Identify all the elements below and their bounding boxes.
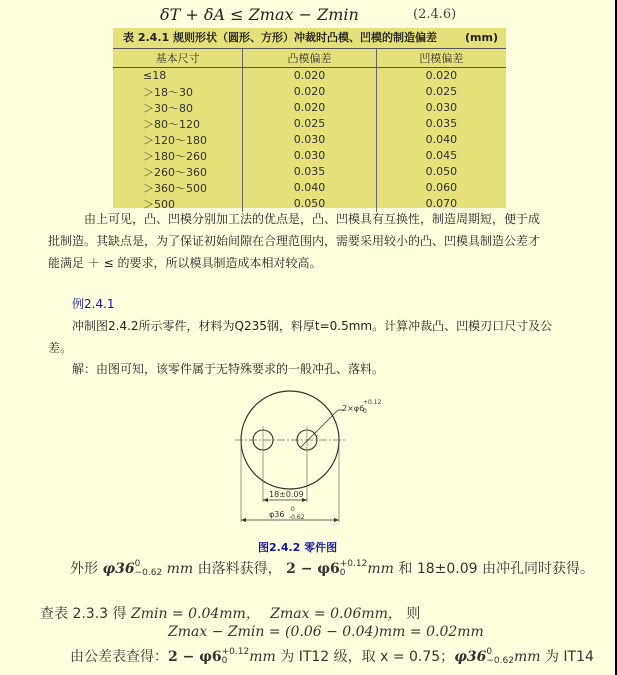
- deviation-table-panel: [113, 28, 506, 211]
- paragraph-line: 能满足 ＋ ≤ 的要求，所以模具制造成本相对较高。: [48, 256, 322, 270]
- paragraph-line: 批制造。其缺点是，为了保证初始间隙在合理范围内，需要采用较小的凸、凹模具制造公差才: [48, 234, 541, 248]
- text-span: 查表 2.3.3 得: [40, 606, 127, 622]
- unit-mm: mm: [513, 649, 541, 665]
- table-row: [113, 100, 506, 116]
- cell-size: ＞500: [143, 197, 175, 211]
- text-span: 和 18±0.09 由冲孔同时获得。: [393, 561, 594, 577]
- figure-caption: 图2.4.2 零件图: [258, 541, 338, 554]
- tolerance-upper: 0: [134, 559, 141, 569]
- paragraph-line: 差。: [48, 341, 73, 355]
- text-span: 为 IT14: [540, 649, 594, 665]
- cell-die: 0.060: [376, 180, 506, 196]
- spacing-dimension-label: 18±0.09: [269, 490, 304, 499]
- cell-punch: 0.035: [243, 164, 377, 180]
- hole-dimension-label: 2×φ6: [342, 404, 365, 413]
- text-span: 外形: [70, 561, 98, 577]
- outer-tolerance-lower: -0.62: [289, 514, 305, 521]
- cell-punch: 0.030: [243, 132, 377, 148]
- cell-size: ＞180～260: [143, 149, 207, 163]
- cell-size: ＞18～30: [143, 85, 193, 99]
- example-problem: [48, 315, 588, 359]
- formula-2-4-6: [160, 5, 480, 27]
- cell-size: ＞80～120: [143, 117, 200, 131]
- cell-die: 0.035: [376, 116, 506, 132]
- equation-line-4: [70, 646, 594, 666]
- zmin-value: Zmin = 0.04mm，: [130, 606, 260, 622]
- unit-mm: mm: [249, 649, 276, 665]
- header-punch-deviation: 凸模偏差: [243, 49, 377, 68]
- outer-tolerance-upper: 0: [291, 506, 295, 513]
- cell-die: 0.045: [376, 148, 506, 164]
- tolerance-upper: +0.12: [221, 647, 250, 657]
- cell-die: 0.070: [376, 196, 506, 212]
- cell-punch: 0.020: [243, 84, 377, 100]
- paragraph-line: 由上可见，凸、凹模分别加工法的优点是，凸、凹模具有互换性，制造周期短，便于成: [84, 212, 541, 226]
- text-span: 为 IT12 级，取 x = 0.75；: [275, 649, 455, 665]
- tolerance-lower: 0: [339, 568, 346, 578]
- example-solution: 解：由图可知，该零件属于无特殊要求的一般冲孔、落料。: [72, 362, 385, 376]
- dimension-2-phi6: 2 − φ6: [168, 649, 222, 665]
- equation-line-3: Zmax − Zmin = (0.06 − 0.04)mm = 0.02mm: [168, 624, 484, 640]
- cell-punch: 0.020: [243, 68, 377, 84]
- table-row: [113, 180, 506, 196]
- paragraph-line: 冲制图2.4.2所示零件，材料为Q235钢，料厚t=0.5mm。计算冲裁凸、凹模刃口尺寸及公: [72, 319, 553, 333]
- cell-punch: 0.020: [243, 100, 377, 116]
- text-span: 则: [406, 606, 421, 622]
- table-caption-text: 表 2.4.1 规则形状（圆形、方形）冲裁时凸模、凹模的制造偏差: [123, 31, 437, 44]
- deviation-table: [113, 48, 506, 212]
- cell-punch: 0.025: [243, 116, 377, 132]
- cell-punch: 0.050: [243, 196, 377, 212]
- cell-size: ＞30～80: [143, 101, 193, 115]
- arrow-left: [263, 498, 268, 502]
- header-die-deviation: 凹模偏差: [376, 49, 506, 68]
- cell-size: ＞360～500: [143, 181, 207, 195]
- formula-number: (2.4.6): [413, 7, 457, 22]
- hole-tolerance-upper: +0.12: [363, 399, 382, 406]
- equation-line-1: [70, 558, 594, 578]
- cell-size: ＞260～360: [143, 165, 207, 179]
- cell-punch: 0.040: [243, 180, 377, 196]
- part-drawing: [225, 390, 385, 530]
- equation-line-2: [40, 603, 420, 623]
- table-row: [113, 84, 506, 100]
- tolerance-lower: 0: [221, 656, 228, 666]
- zmax-value: Zmax = 0.06mm，: [270, 606, 402, 622]
- cell-punch: 0.030: [243, 148, 377, 164]
- cell-die: 0.020: [376, 68, 506, 84]
- paragraph-advantages: [48, 208, 588, 274]
- cell-die: 0.030: [376, 100, 506, 116]
- cell-die: 0.040: [376, 132, 506, 148]
- hole-leader-line: [301, 410, 338, 447]
- header-basic-size: 基本尺寸: [113, 49, 243, 68]
- table-row: [113, 164, 506, 180]
- cell-die: 0.025: [376, 84, 506, 100]
- table-row: [113, 132, 506, 148]
- table-row: [113, 68, 506, 84]
- arrow-left: [241, 518, 246, 522]
- table-unit: (mm): [465, 31, 498, 44]
- dimension-phi36: φ36: [102, 561, 135, 577]
- tolerance-lower: −0.62: [486, 656, 514, 666]
- outer-dimension-label: φ36: [269, 510, 285, 519]
- unit-mm: mm: [166, 561, 194, 577]
- formula-expression: δT + δA ≤ Zmax − Zmin: [160, 5, 359, 24]
- cell-size: ＞120～180: [143, 133, 207, 147]
- text-span: 由落料获得，: [193, 561, 282, 577]
- tolerance-upper: 0: [486, 647, 493, 657]
- table-header-row: [113, 49, 506, 68]
- table-caption: [113, 28, 506, 48]
- dimension-2-phi6: 2 − φ6: [286, 561, 340, 577]
- table-row: [113, 148, 506, 164]
- hole-tolerance-lower: 0: [363, 408, 367, 415]
- example-title: 例2.4.1: [72, 297, 115, 311]
- text-span: 由公差表查得：: [70, 649, 168, 665]
- table-row: [113, 116, 506, 132]
- arrow-right: [334, 518, 339, 522]
- cell-die: 0.050: [376, 164, 506, 180]
- tolerance-lower: −0.62: [134, 568, 163, 578]
- dimension-phi36: φ36: [454, 649, 487, 665]
- unit-mm: mm: [367, 561, 394, 577]
- cell-size: ≤18: [143, 69, 167, 83]
- tolerance-upper: +0.12: [339, 559, 368, 569]
